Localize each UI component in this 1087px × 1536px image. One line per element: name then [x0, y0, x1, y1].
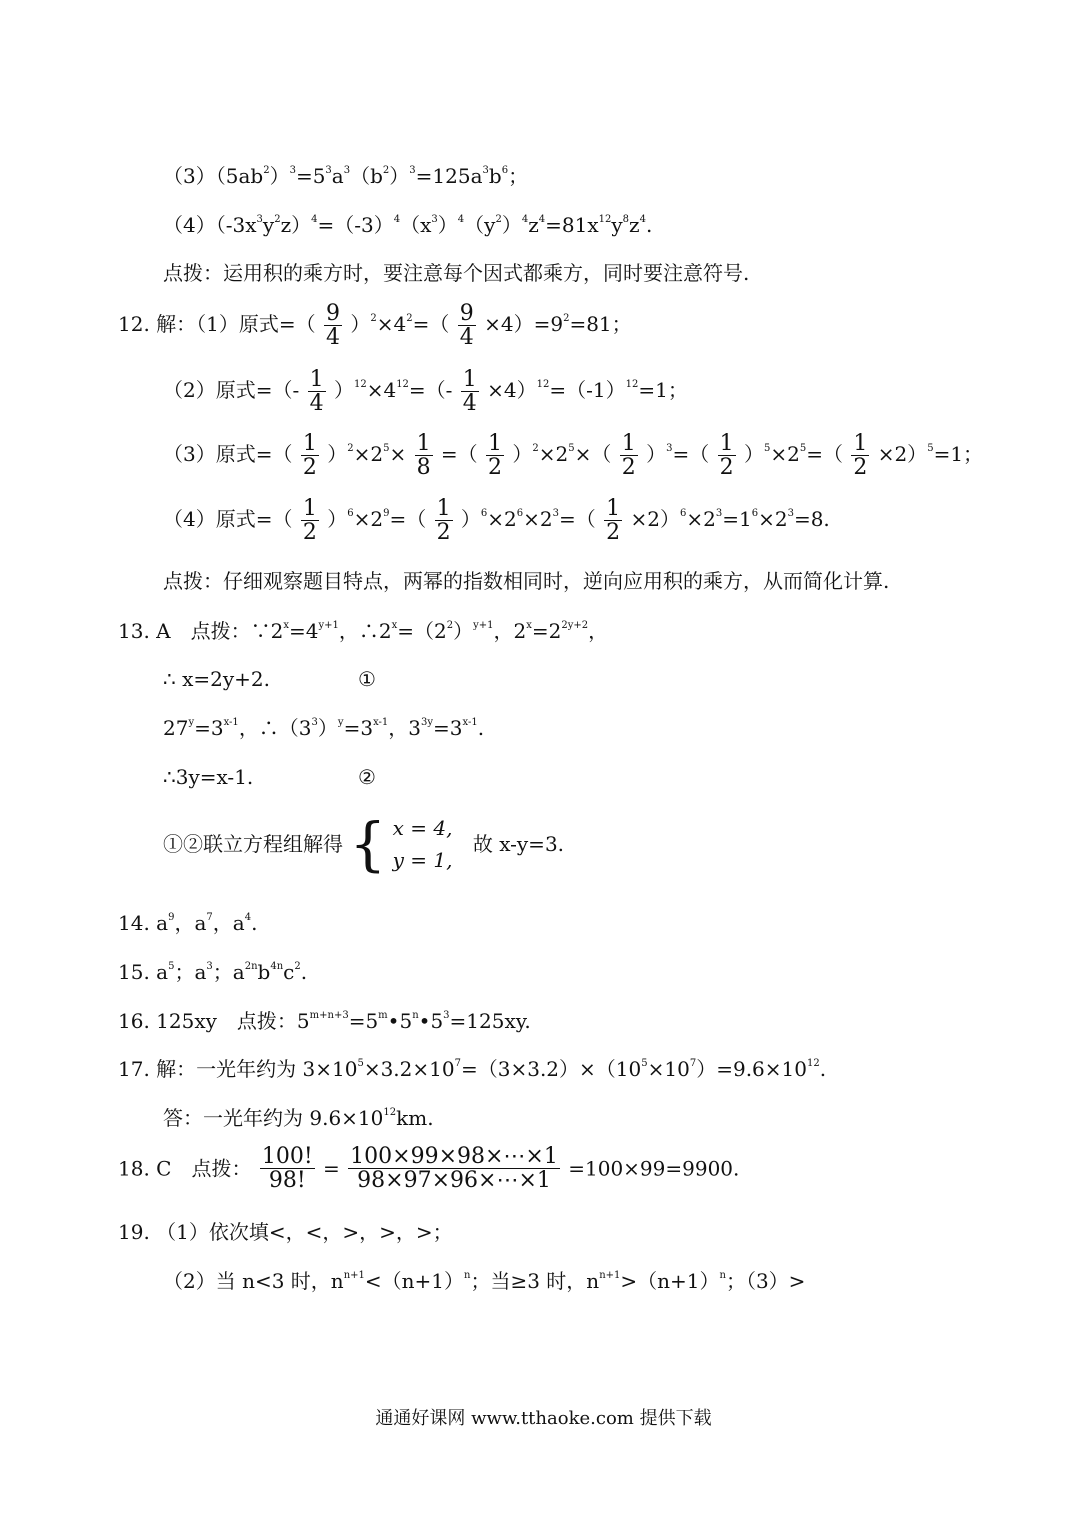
answer-17-2: 答：一光年约为 $9.6\times 10^{12}km$. — [163, 1106, 434, 1130]
tip-11: 点拨：运用积的乘方时，要注意每个因式都乘方，同时要注意符号. — [163, 261, 750, 285]
fraction: $\frac{1}{2}$ — [436, 496, 451, 546]
answer-19-2: （2）当 n<3 时，$n^{n+1}<(n+1)^n$；当≥3 时，$n^{n+1}>(n+1)^n$；（3）> — [163, 1269, 806, 1293]
answer-12-2: （2）原式=（- $\frac{1}{4}$ ）$^{12}\times 4^{12}=(-$ $\frac{1}{4}$ $\times 4)^{12}=(-1)^{12}=1$； — [163, 367, 688, 417]
answer-11-3: $(3)(5ab^2)^3=5^3a^3(b^2)^3=125a^3b^6$； — [163, 164, 529, 188]
page-footer: 通通好课网 www.tthaoke.com 提供下载 — [375, 1408, 712, 1429]
answer-19-1: 19. （1）依次填<，<，>，>，>； — [118, 1220, 453, 1244]
fraction: $\frac{1}{2}$ — [853, 431, 868, 481]
fraction: $\frac{1}{2}$ — [488, 431, 503, 481]
answer-12-3: （3）原式=（ $\frac{1}{2}$ ）$^2\times 2^5\times$ $\frac{1}{8}$ =（ $\frac{1}{2}$ ）$^2\times 2^5\times$（ $\frac{1}{2}$ ）$^3$=（ $\frac{1}{2}$ ）$^5\times 2^5=$（ $\frac{1}{2}$ ×2）$^5$=1； — [163, 431, 984, 481]
answer-13-3: $27^y=3^{x-1}$，$\therefore(3^3)^y=3^{x-1}$，$3^{3y}=3^{x-1}$. — [163, 716, 485, 740]
fraction: $\frac{1}{2}$ — [606, 496, 621, 546]
equation-system: { x = 4, y = 1, — [349, 810, 453, 878]
answer-15: 15. $a^5$；$a^3$；$a^{2n}b^{4n}c^2$. — [118, 960, 308, 984]
fraction: $\frac{100\times 99\times 98\times\cdots\times 1}{98\times 97\times 96\times\cdots\times 1}$ — [350, 1144, 558, 1194]
fraction: $\frac{1}{2}$ — [302, 496, 317, 546]
brace-icon: { — [349, 810, 387, 878]
answer-13-5: ①②联立方程组解得 { x = 4, y = 1, 故 x-y=3. — [163, 810, 565, 878]
fraction: $\frac{1}{8}$ — [416, 431, 431, 481]
fraction: $\frac{9}{4}$ — [326, 301, 341, 351]
fraction: $\frac{1}{2}$ — [302, 431, 317, 481]
answer-12-4: （4）原式=（ $\frac{1}{2}$ ）$^6\times 2^9=$（ $\frac{1}{2}$ ）$^6\times 2^6\times 2^3=$（ $\frac{1}{2}$ $\times 2)^6\times 2^3=1^6\times 2^3=8$. — [163, 496, 830, 546]
fraction: $\frac{1}{4}$ — [309, 367, 324, 417]
answer-13-1: 13. A 点拨：$\because 2^x=4^{y+1}$，$\therefore 2^x=(2^2)^{y+1}$，$2^x=2^{2y+2}$， — [118, 619, 609, 643]
answer-11-4: $(4)(-3x^3y^2z)^4=(-3)^4(x^3)^4(y^2)^4z^4=81x^{12}y^8z^4$. — [163, 213, 653, 237]
fraction: $\frac{1}{4}$ — [462, 367, 477, 417]
answer-17-1: 17. 解：一光年约为 $3\times 10^5\times 3.2\times 10^7=(3\times 3.2)\times(10^5\times 10^7)=9.6\times 10^{12}$. — [118, 1057, 827, 1081]
answer-12-1: 12. 解：（1）原式=（ $\frac{9}{4}$ ）$^2\times 4^2=$（ $\frac{9}{4}$ $\times 4)=9^2=81$； — [118, 301, 632, 351]
fraction: $\frac{9}{4}$ — [459, 301, 474, 351]
answer-16: 16. 125xy 点拨：$5^{m+n+3}=5^m•5^n•5^3=125xy$. — [118, 1009, 531, 1033]
tip-12: 点拨：仔细观察题目特点，两幂的指数相同时，逆向应用积的乘方，从而简化计算. — [163, 569, 890, 593]
answer-18: 18. C 点拨： $\frac{100!}{98!}$ = $\frac{100\times 99\times 98\times\cdots\times 1}{98\times 97\times 96\times\cdots\times 1}$ =100×99=9900. — [118, 1144, 740, 1194]
fraction: $\frac{1}{2}$ — [621, 431, 636, 481]
answer-14: 14. $a^9$，$a^7$，$a^4$. — [118, 911, 258, 935]
answer-13-4: ∴3y=x-1. ② — [163, 765, 376, 789]
answer-13-2: ∴ x=2y+2. ① — [163, 667, 376, 691]
fraction: $\frac{1}{2}$ — [719, 431, 734, 481]
fraction: $\frac{100!}{98!}$ — [261, 1144, 313, 1194]
